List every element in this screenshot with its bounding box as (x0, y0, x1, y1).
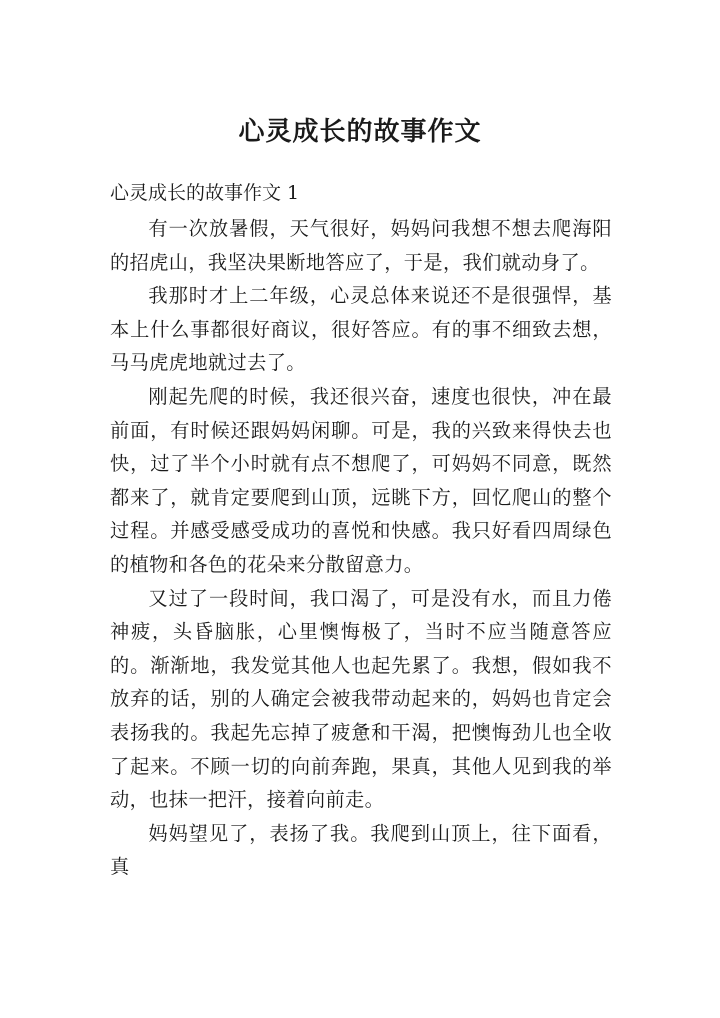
document-body (110, 212, 612, 884)
section-heading: 心灵成长的故事作文 1 (110, 182, 300, 204)
paragraph: 又过了一段时间，我口渴了，可是没有水，而且力倦神疲，头昏脑胀，心里懊悔极了，当时不应当随意答应的。渐渐地，我发觉其他人也起先累了。我想，假如我不放弃的话，别的人确定会被我带动起来的，妈妈也肯定会表扬我的。我起先忘掉了疲惫和干渴，把懊悔劲儿也全收了起来。不顾一切的向前奔跑，果真，其他人见到我的举动，也抹一把汗，接着向前走。 (110, 586, 612, 812)
paragraph: 刚起先爬的时候，我还很兴奋，速度也很快，冲在最前面，有时候还跟妈妈闲聊。可是，我的兴致来得快去也快，过了半个小时就有点不想爬了，可妈妈不同意，既然都来了，就肯定要爬到山顶，远眺下方，回忆爬山的整个过程。并感受感受成功的喜悦和快感。我只好看四周绿色的植物和各色的花朵来分散留意力。 (110, 384, 612, 576)
document-title: 心灵成长的故事作文 (238, 117, 482, 147)
paragraph: 我那时才上二年级，心灵总体来说还不是很强悍，基本上什么事都很好商议，很好答应。有的事不细致去想，马马虎虎地就过去了。 (110, 284, 612, 375)
paragraph: 有一次放暑假，天气很好，妈妈问我想不想去爬海阳的招虎山，我坚决果断地答应了，于是，我们就动身了。 (110, 217, 612, 274)
paragraph: 妈妈望见了，表扬了我。我爬到山顶上，往下面看，真 (110, 821, 612, 879)
